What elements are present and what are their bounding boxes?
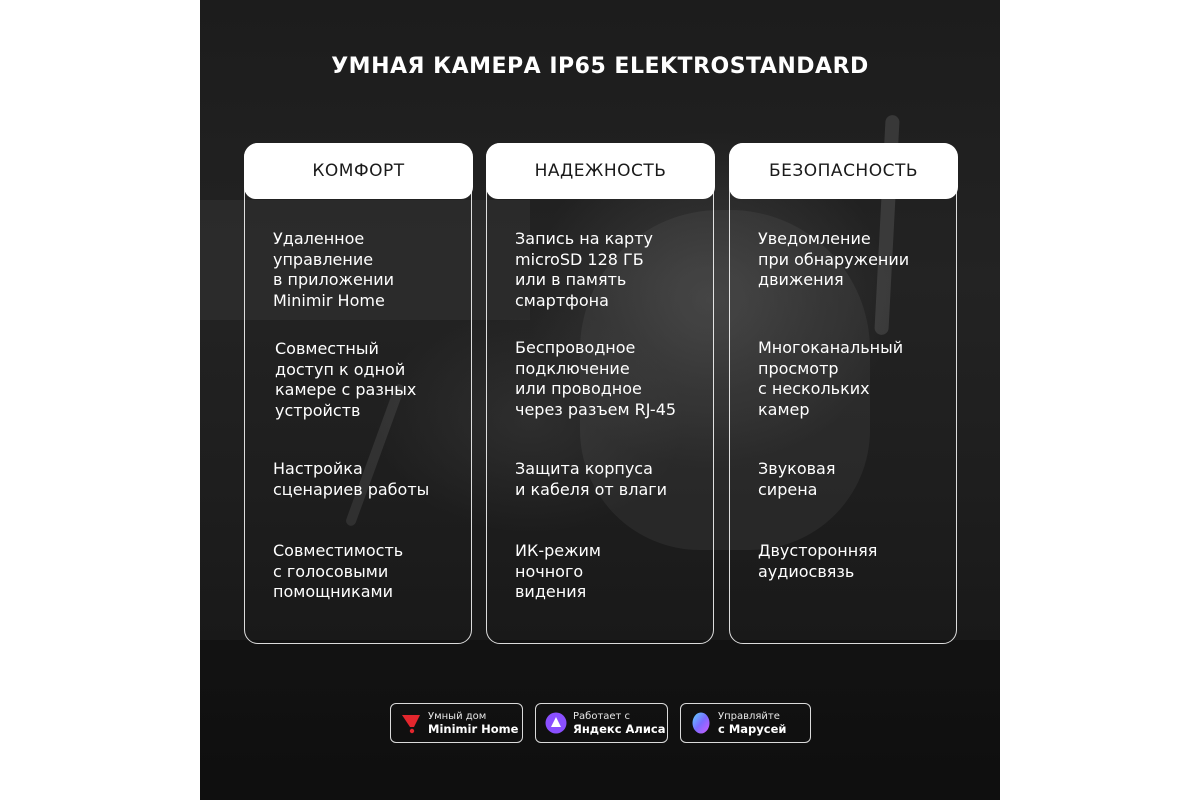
column-comfort [244, 143, 472, 644]
column-header: КОМФОРТ [244, 143, 473, 199]
badge-caption: Управляйте [718, 711, 780, 722]
feature-item: Двусторонняя аудиосвязь [758, 541, 878, 581]
feature-item: Совместимость с голосовыми помощниками [273, 541, 404, 601]
feature-item: ИК-режим ночного видения [515, 541, 601, 601]
column-header: БЕЗОПАСНОСТЬ [729, 143, 958, 199]
column-reliability [486, 143, 714, 644]
badge-title: Яндекс Алиса [573, 722, 666, 736]
feature-item: Настройка сценариев работы [273, 459, 430, 499]
column-header: НАДЕЖНОСТЬ [486, 143, 715, 199]
feature-item: Совместный доступ к одной камере с разных устройств [275, 339, 417, 420]
badge-yandex-alisa [535, 703, 668, 743]
badge-title: с Марусей [718, 722, 787, 736]
feature-item: Запись на карту microSD 128 ГБ или в память смартфона [515, 229, 653, 310]
marusia-logo-icon [690, 712, 712, 734]
badge-marusia [680, 703, 811, 743]
badge-caption: Работает с [573, 711, 631, 722]
feature-item: Защита корпуса и кабеля от влаги [515, 459, 668, 499]
feature-item: Уведомление при обнаружении движения [758, 229, 910, 289]
badge-caption: Умный дом [428, 711, 487, 722]
feature-item: Многоканальный просмотр с нескольких камер [758, 338, 904, 419]
badge-title: Minimir Home [428, 722, 519, 736]
feature-item: Удаленное управление в приложении Minimir Home [273, 229, 395, 310]
compatibility-badges [200, 703, 1000, 745]
feature-item: Звуковая сирена [758, 459, 836, 499]
alisa-logo-icon [545, 712, 567, 734]
feature-item: Беспроводное подключение или проводное через разъем RJ-45 [515, 338, 677, 419]
promo-canvas [200, 0, 1000, 800]
column-security [729, 143, 957, 644]
minimir-logo-icon [400, 712, 422, 734]
page-title: УМНАЯ КАМЕРА IP65 ELEKTROSTANDARD [331, 54, 869, 79]
badge-minimir-home [390, 703, 523, 743]
